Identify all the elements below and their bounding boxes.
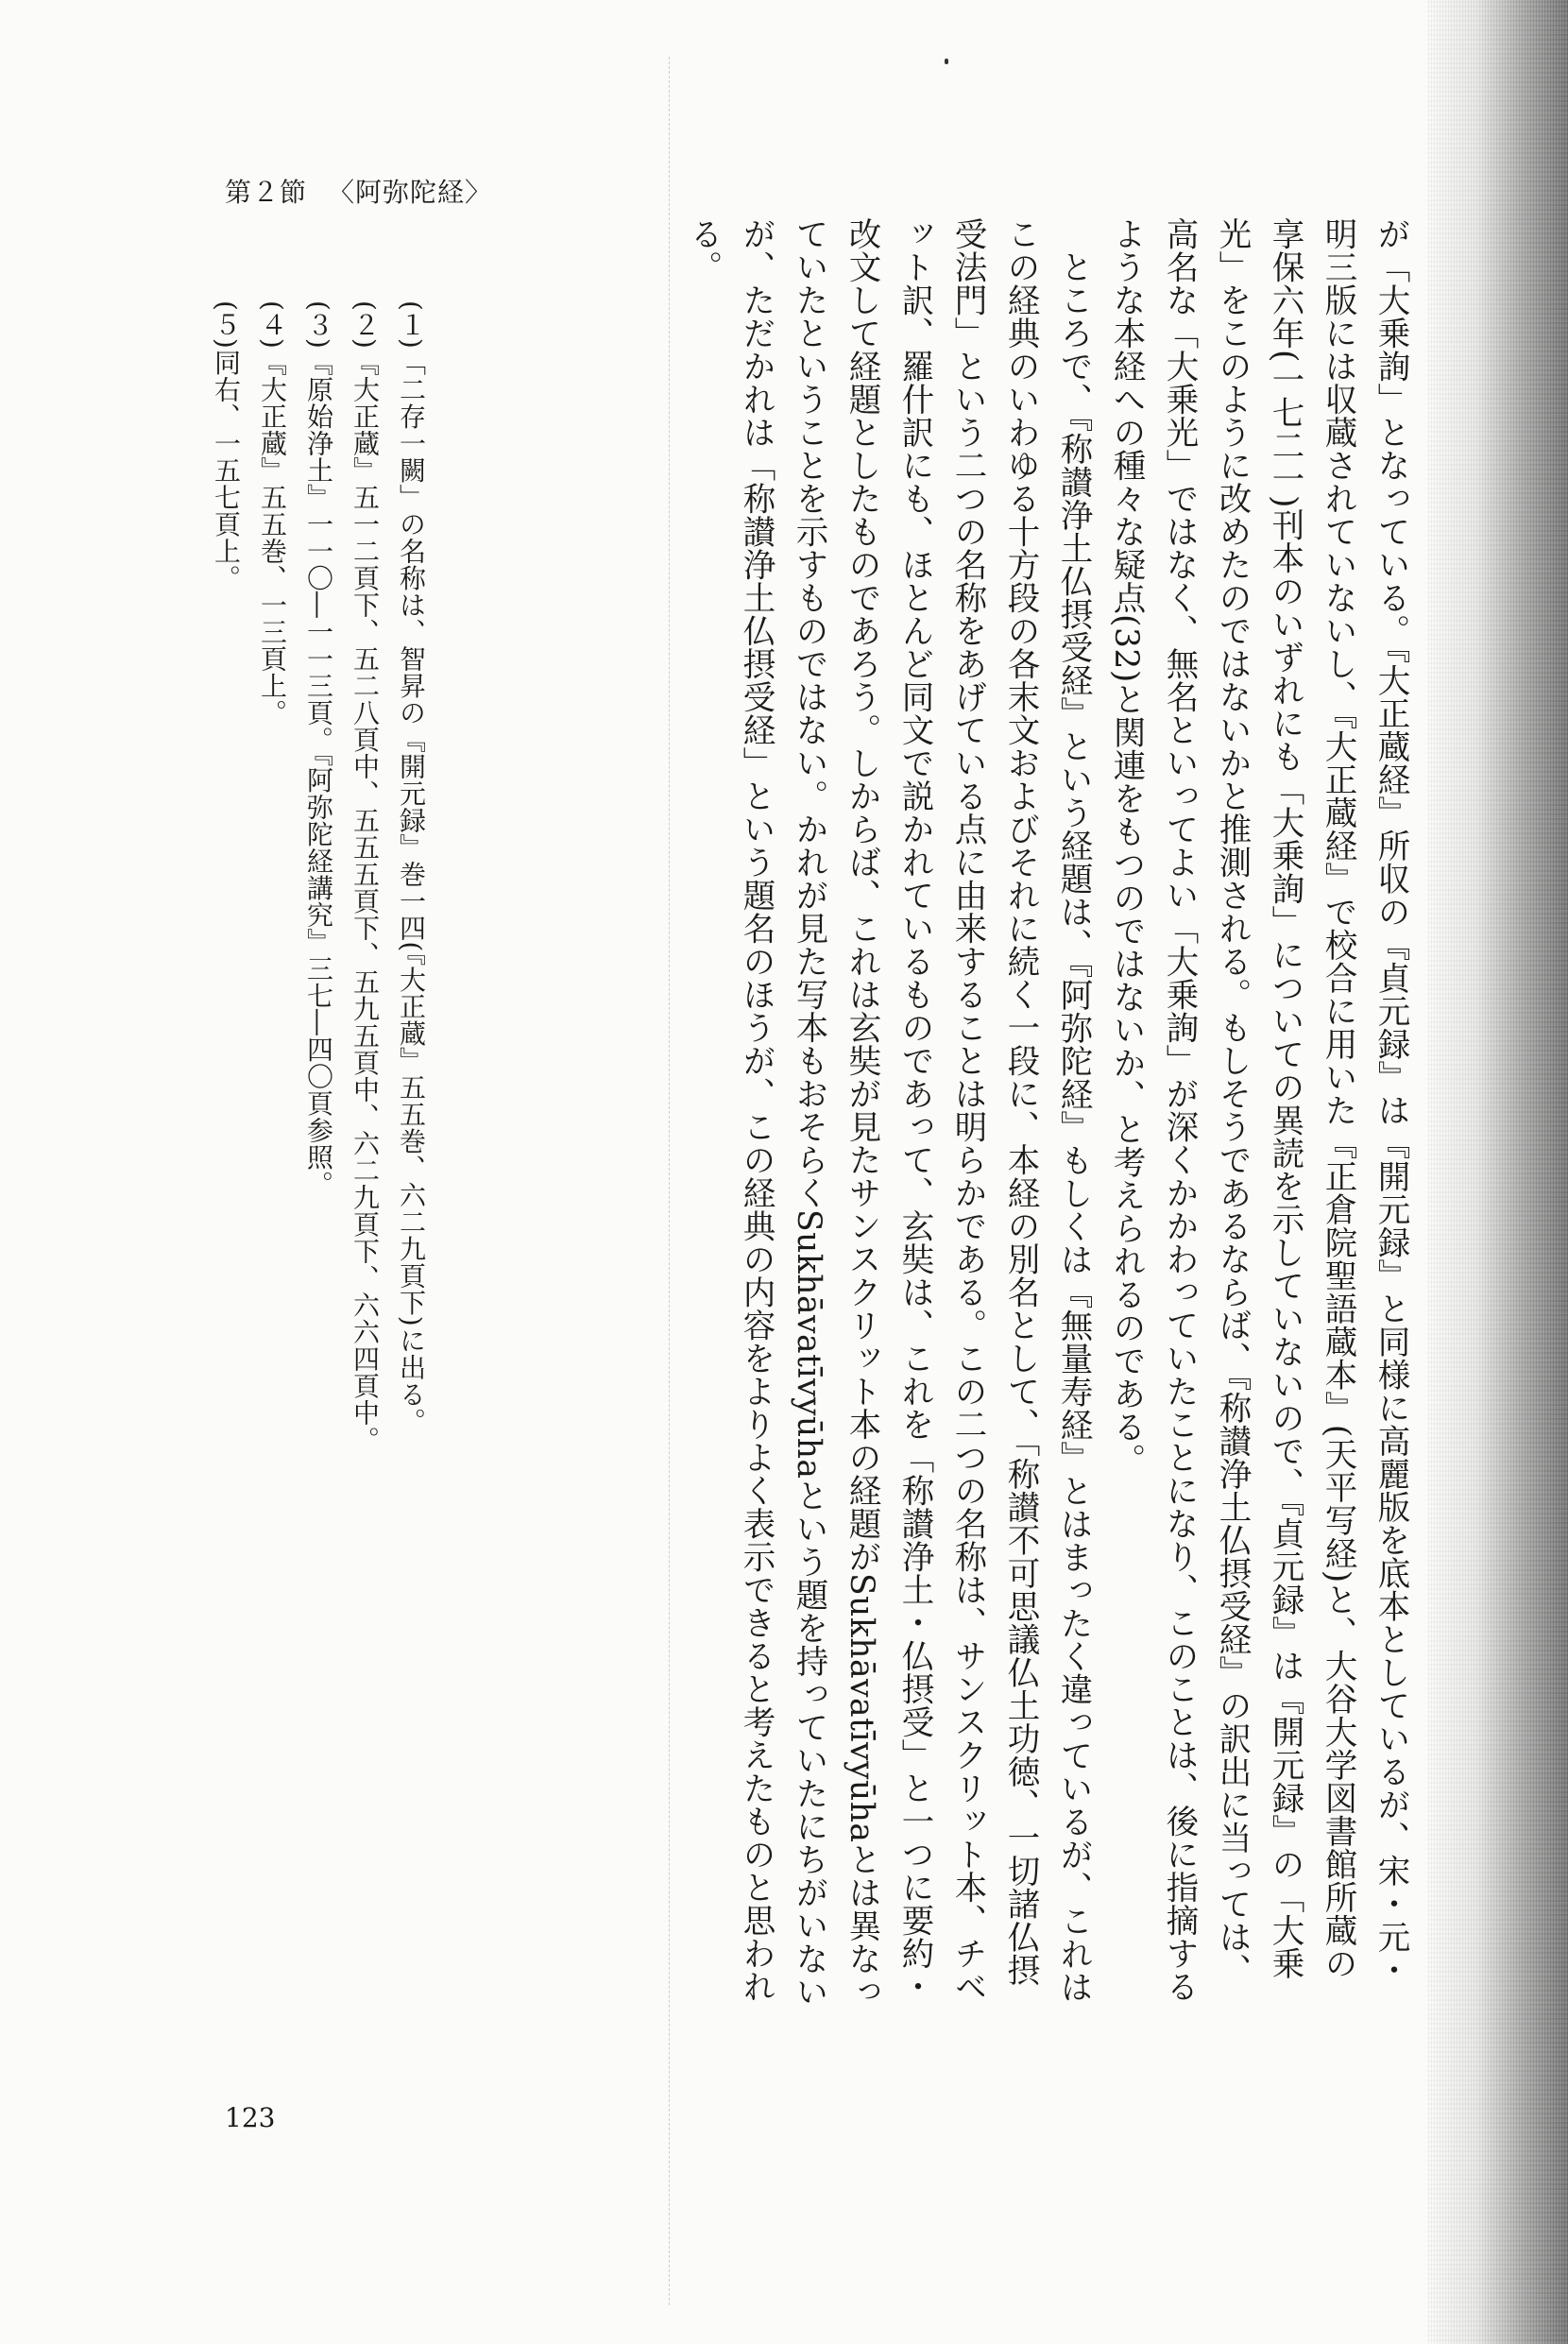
- body-paragraph-2: ところで、『称讃浄土仏摂受経』という経題は、『阿弥陀経』もしくは『無量寿経』とはまったく違っているが、これはこの経典のいわゆる十方段の各末文およびそれに続く一段に、本経の別名として、「称讃不可思議仏土功徳、一切諸仏摂受法門」という二つの名称をあげている点に由来することは明らかである。この二つの名称は、サンスクリット本、チベット訳、羅什訳にも、ほとんど同文で説かれているものであって、玄奘は、これを「称讃浄土・仏摂受」と一つに要約・改文して経題としたものであろう。しからば、これは玄奘が見たサンスクリット本の経題がSukhāvatīvyūhaとは異なっていたということを示すものではない。かれが見た写本もおそらくSukhāvatīvyūhaという題を持っていたにちがいないが、ただかれは「称讃浄土仏摂受経」という題名のほうが、この経典の内容をよりよく表示できると考えたものと思われる。: [684, 217, 1092, 2009]
- footnote-text: 同右、一五七頁上。: [211, 349, 242, 591]
- footnote-number: (２): [349, 300, 381, 350]
- section-title: 〈阿弥陀経〉: [328, 177, 493, 208]
- footnote-number: (４): [257, 300, 288, 350]
- main-body-text: [472, 217, 1417, 2012]
- footnote-number: (１): [396, 300, 427, 350]
- footnote-1: [388, 300, 435, 2001]
- footnote-text: 『大正蔵』五五巻、一三頁上。: [257, 349, 288, 727]
- body-paragraph-1: が「大乗詢」となっている。『大正蔵経』所収の『貞元録』は『開元録』と同様に高麗版を底本としているが、宋・元・明三版には収蔵されていないし、『大正蔵経』で校合に用いた『正倉院聖語蔵本』(天平写経)と、大谷大学図書館所蔵の享保六年(一七二一)刊本のいずれにも「大乗詢」についての異読を示していないので、『貞元録』は『開元録』の「大乗光」をこのように改めたのではないかと推測される。もしそうであるならば、『称讃浄土仏摂受経』の訳出に当っては、高名な「大乗光」ではなく、無名といってよい「大乗詢」が深くかかわっていたことになり、このことは、後に指摘するような本経への種々な疑点(32)と関連をもつのではないか、と考えられるのである。: [1107, 217, 1409, 2003]
- footnote-text: 『原始浄土』一一〇―一一三頁。『阿弥陀経講究』三七―四〇頁参照。: [303, 349, 334, 1198]
- binding-texture: [1426, 0, 1568, 2344]
- footnote-number: (５): [211, 300, 242, 350]
- footnotes: [189, 300, 435, 2001]
- footnote-text: 「二存一闕」の名称は、智昇の『開元録』巻一四(『大正蔵』五五巻、六二九頁下)に出る。: [396, 349, 427, 1435]
- footnote-4: [249, 300, 296, 2001]
- section-label: 第２節: [225, 177, 308, 208]
- footnote-text: 『大正蔵』五一二頁下、五二八頁中、五五五頁下、五九五頁中、六二九頁下、六六四頁中。: [349, 349, 381, 1453]
- running-header: [225, 172, 492, 210]
- footnote-2: [342, 300, 388, 2001]
- footnote-number: (３): [303, 300, 334, 350]
- page-number: 123: [225, 2102, 276, 2133]
- scan-speck: [945, 59, 948, 64]
- footnote-5: [203, 300, 249, 2001]
- footnote-3: [296, 300, 342, 2001]
